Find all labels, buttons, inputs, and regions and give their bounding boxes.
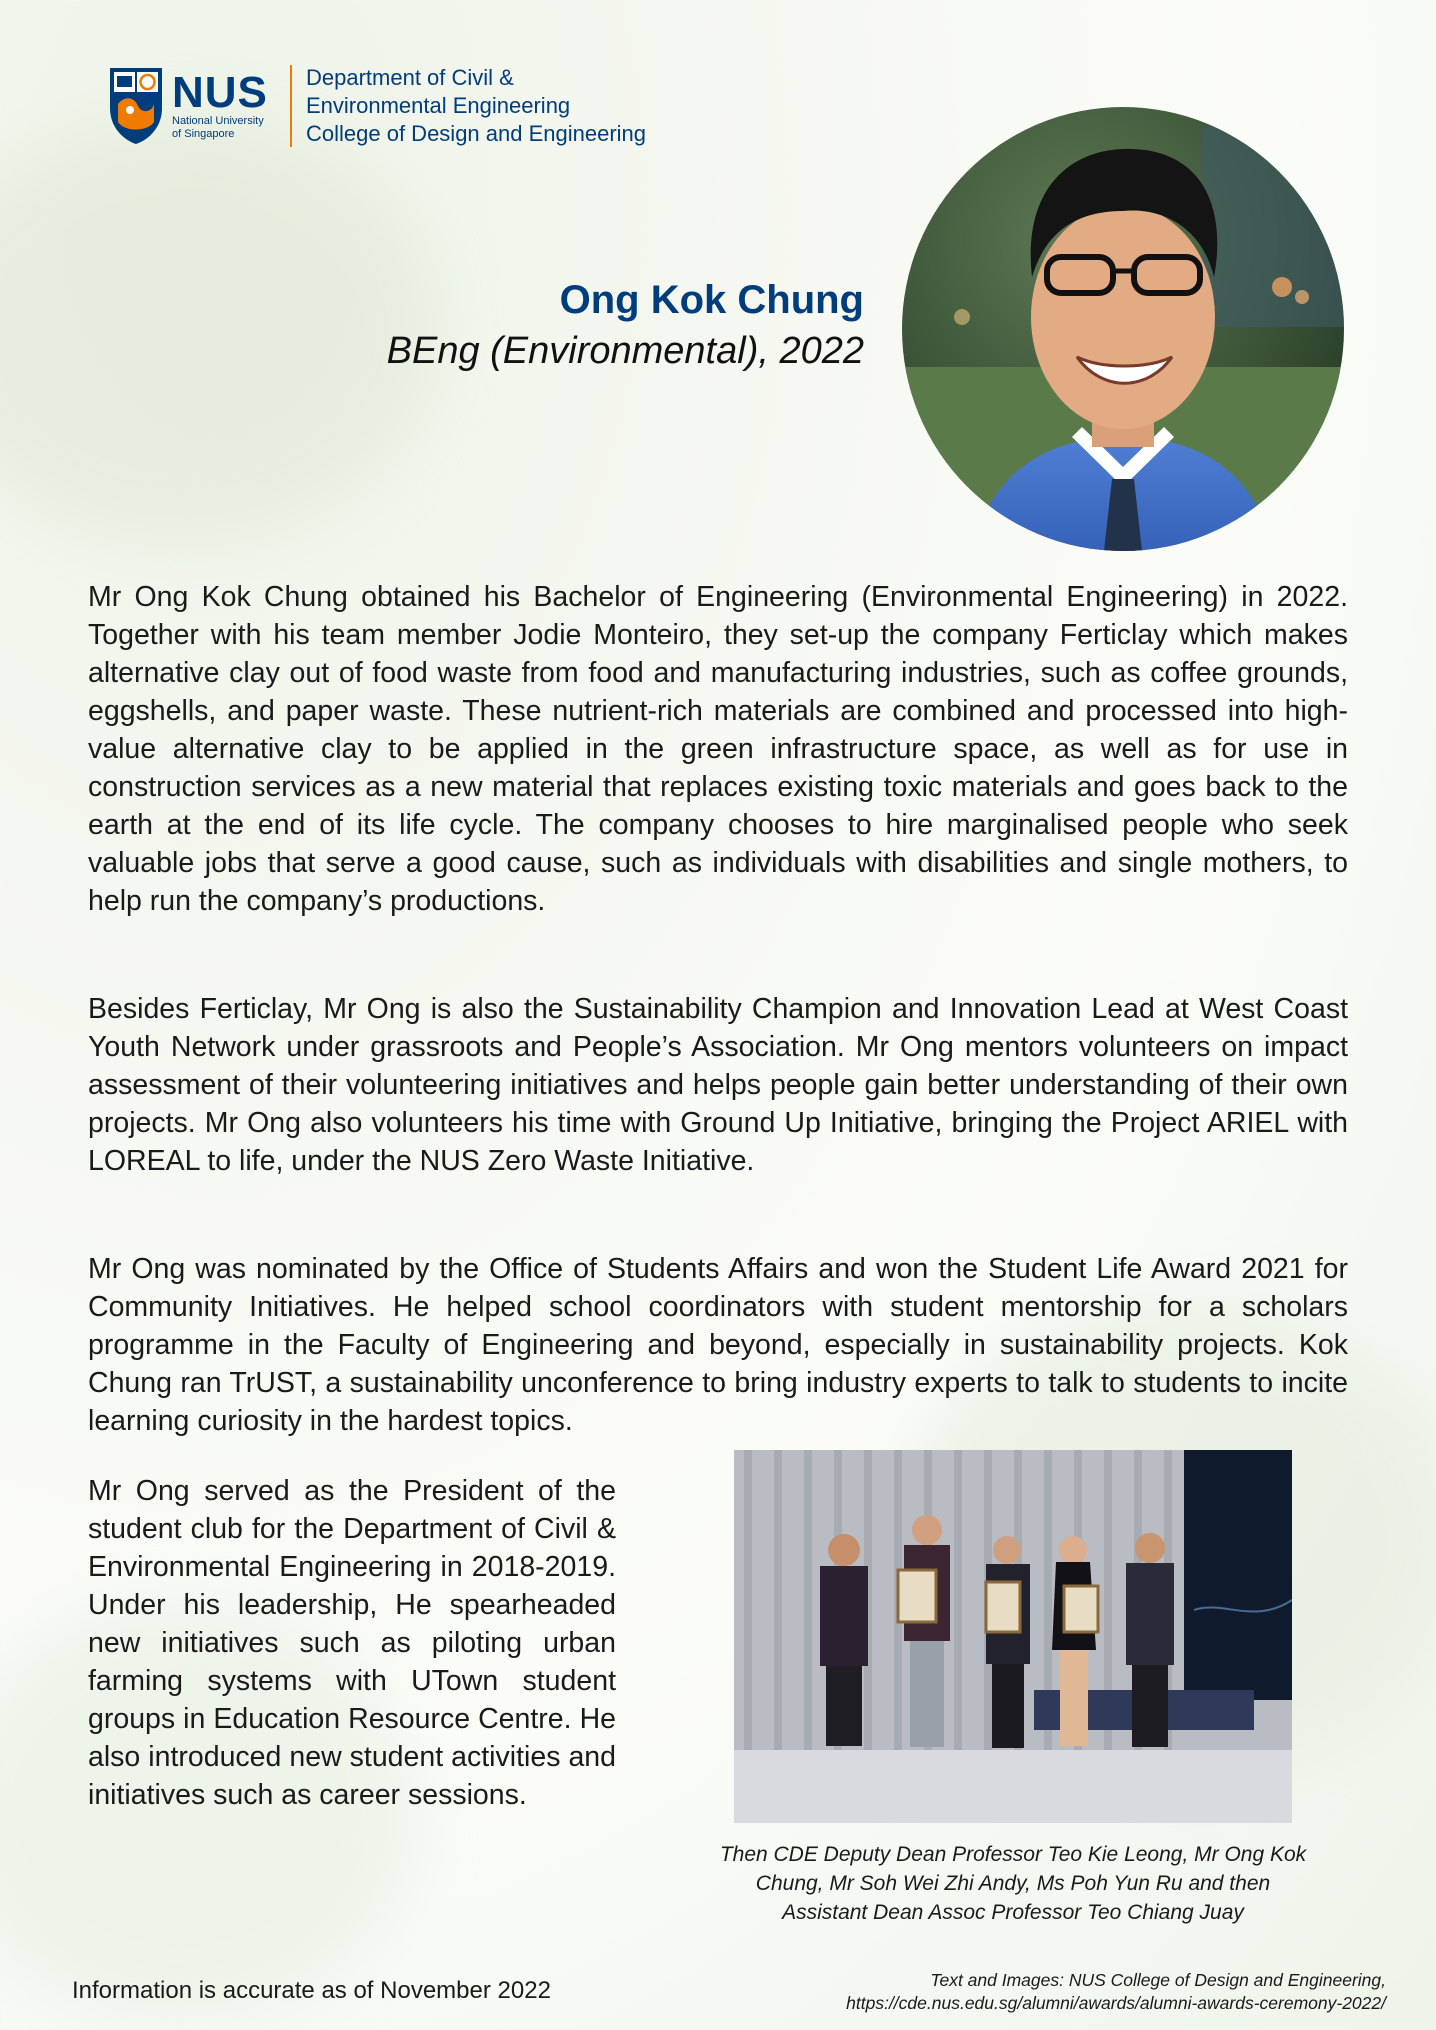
nus-wordmark: NUS [172, 68, 268, 117]
award-ceremony-photo [734, 1450, 1292, 1823]
paragraph-president: Mr Ong served as the President of the student club for the Department of Civil & Environmental Engineering in 2018-2019. Under his leadership, He spearheaded new initiatives such as piloting urban farming systems with UTown student groups in Education Resource Centre. He also introduced new student activities and initiatives such as career sessions. [88, 1475, 616, 1811]
department-line: Department of Civil & [306, 65, 514, 90]
portrait-photo [902, 107, 1344, 551]
caption-line: Then CDE Deputy Dean Professor Teo Kie Leong, Mr Ong Kok [719, 1843, 1307, 1866]
college-line: College of Design and Engineering [306, 121, 647, 146]
nus-subtitle-line: of Singapore [172, 128, 235, 140]
department-line: Environmental Engineering [306, 93, 571, 118]
logo-divider [290, 65, 292, 147]
photo-caption [668, 1840, 1358, 1927]
nus-subtitle-line: National University [172, 115, 264, 127]
profile-degree: BEng (Environmental), 2022 [386, 330, 864, 372]
nus-crest-icon [108, 66, 164, 146]
paragraph-ferticlay: Mr Ong Kok Chung obtained his Bachelor of Engineering (Environmental Engineering) in 2022. Together with his team member Jodie Monteiro, they set-up the company Ferticlay which makes alternative clay out of food waste from food and manufacturing industries, such as coffee grounds, eggshells, and paper waste. These nutrient-rich materials are combined and processed into high-value alternative clay to be applied in the green infrastructure space, as well as for use in construction services as a new material that replaces existing toxic materials and goes back to the earth at the end of its life cycle. The company chooses to hire marginalised people who seek valuable jobs that serve a good cause, such as individuals with disabilities and single mothers, to help run the company’s productions. [88, 581, 1348, 917]
source-credit [846, 1969, 1386, 2015]
credit-text: Text and Images: NUS College of Design and Engineering, [930, 1970, 1386, 1990]
accuracy-note: Information is accurate as of November 2022 [72, 1977, 551, 2004]
paragraph-community: Besides Ferticlay, Mr Ong is also the Sustainability Champion and Innovation Lead at West Coast Youth Network under grassroots and People’s Association. Mr Ong mentors volunteers on impact assessment of their volunteering initiatives and helps people gain better understanding of their own projects. Mr Ong also volunteers his time with Ground Up Initiative, bringing the Project ARIEL with LOREAL to life, under the NUS Zero Waste Initiative. [88, 993, 1348, 1177]
caption-line: Chung, Mr Soh Wei Zhi Andy, Ms Poh Yun Ru and then [755, 1872, 1271, 1895]
source-url: https://cde.nus.edu.sg/alumni/awards/alumni-awards-ceremony-2022/ [846, 1993, 1386, 2013]
background-wash [0, 120, 440, 540]
profile-name: Ong Kok Chung [559, 278, 864, 322]
caption-line: Assistant Dean Assoc Professor Teo Chiang Juay [782, 1901, 1244, 1924]
nus-cde-logo [108, 64, 646, 148]
paragraph-award: Mr Ong was nominated by the Office of Students Affairs and won the Student Life Award 2021 for Community Initiatives. He helped school coordinators with student mentorship for a scholars programme in the Faculty of Engineering and beyond, especially in sustainability projects. Kok Chung ran TrUST, a sustainability unconference to bring industry experts to talk to students to incite learning curiosity in the hardest topics. [88, 1253, 1348, 1437]
